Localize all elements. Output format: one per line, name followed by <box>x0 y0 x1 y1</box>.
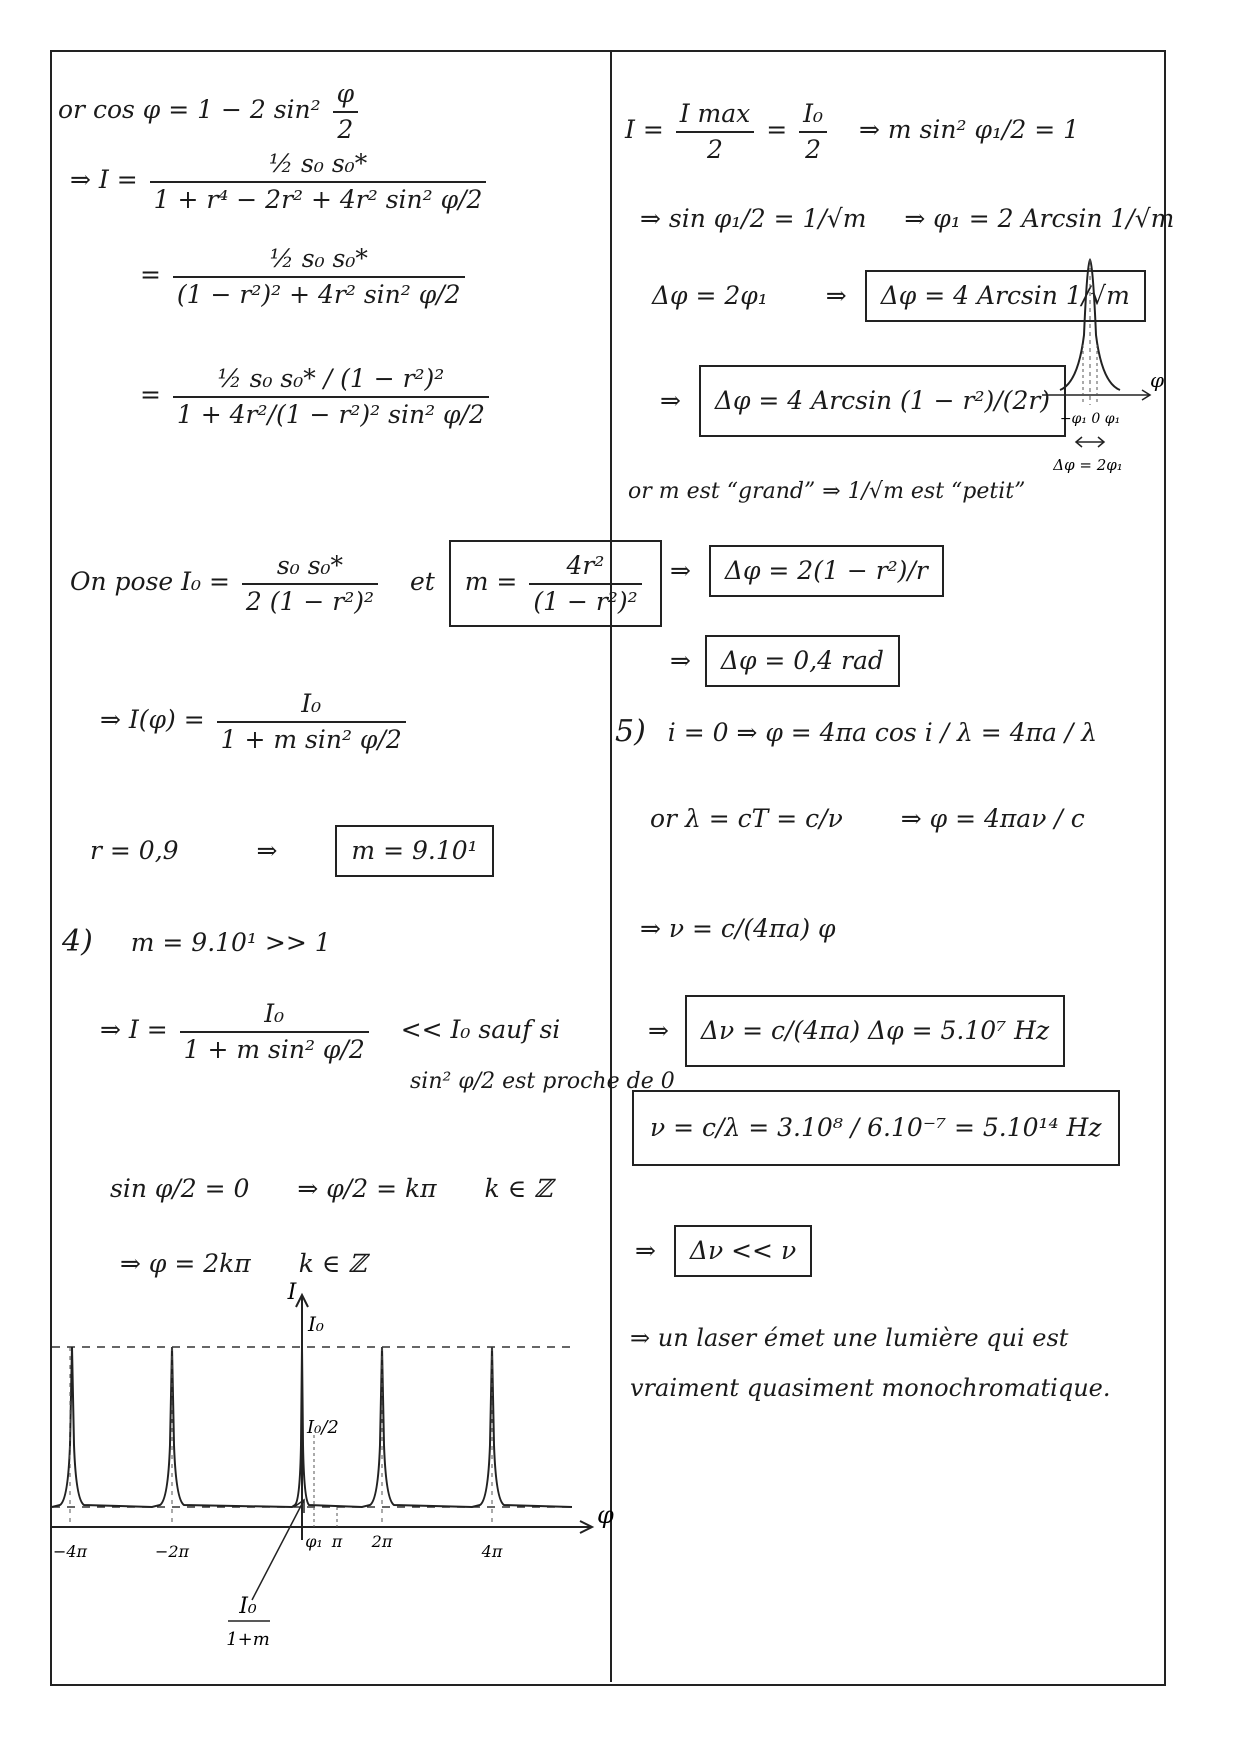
I-axis-label: I <box>287 1280 297 1305</box>
left-line-4 <box>140 365 493 428</box>
equals-sign: = <box>140 380 161 409</box>
conclusion-box: Δν << ν <box>674 1225 812 1277</box>
left-line-9: ⇒ I = $\frac{\text{I₀}}{\text{1 + m sin² φ/2}}$ << I₀ sauf si <box>100 999 561 1064</box>
tick-4pi: 4π <box>481 1542 503 1561</box>
tick-2pi: 2π <box>371 1532 393 1551</box>
much-less-sauf-si: << I₀ sauf si <box>400 1015 561 1044</box>
right-line-1: I = $\frac{\text{I max}}{2}$ = $\frac{\text{I₀}}{2}$ ⇒ m sin² φ₁/2 = 1 <box>625 99 1080 164</box>
definition-I0: On pose I₀ = <box>70 567 230 596</box>
peak-tick-labels: −φ₁ 0 φ₁ <box>1059 411 1121 427</box>
peak-width-arrow <box>1076 437 1104 447</box>
I0-half-label: I₀/2 <box>307 1417 339 1438</box>
right-line-4: ⇒ Δφ = 4 Arcsin (1 − r²)/(2r) <box>660 365 1066 437</box>
delta-phi-value-box: Δφ = 0,4 rad <box>705 635 900 687</box>
right-line-3: Δφ = 2φ₁ ⇒ Δφ = 4 Arcsin 1/√m <box>652 270 1146 322</box>
peak-width-sketch <box>1040 255 1165 510</box>
m-much-greater: m = 9.10¹ >> 1 <box>130 928 331 957</box>
right-line-2: ⇒ sin φ₁/2 = 1/√m ⇒ φ₁ = 2 Arcsin 1/√m <box>640 204 1175 233</box>
delta-phi-box-2: Δφ = 4 Arcsin (1 − r²)/(2r) <box>699 365 1066 437</box>
intensity-fraction-1: $\frac{\text{½ s₀ s₀*}}{\text{1 + r⁴ − 2r² + 4r² sin² φ/2}}$ <box>150 150 487 213</box>
airy-function-lhs: ⇒ I(φ) = <box>100 705 205 734</box>
column-divider <box>610 50 612 1682</box>
left-line-11: sin φ/2 = 0 ⇒ φ/2 = kπ k ∈ ℤ <box>110 1174 553 1203</box>
left-line-2 <box>70 150 490 213</box>
tick-minus-4pi: −4π <box>52 1542 88 1561</box>
min-intensity-num: I₀ <box>239 1594 257 1619</box>
min-intensity-den: 1+m <box>226 1629 270 1650</box>
left-line-12: ⇒ φ = 2kπ k ∈ ℤ <box>120 1249 367 1278</box>
right-line-9: or λ = cT = c/ν ⇒ φ = 4πaν / c <box>650 804 1085 833</box>
phi-axis-label: φ <box>597 1501 614 1529</box>
nu-value-box: ν = c/λ = 3.10⁸ / 6.10⁻⁷ = 5.10¹⁴ Hz <box>632 1090 1120 1166</box>
left-line-8 <box>62 925 331 958</box>
right-line-6: ⇒ Δφ = 2(1 − r²)/r <box>670 545 944 597</box>
airy-fraction: $\frac{\text{I₀}}{\text{1 + m sin² φ/2}}$ <box>217 690 406 753</box>
left-line-6 <box>100 690 410 753</box>
intensity-fraction-2: $\frac{\text{½ s₀ s₀*}}{\text{(1 − r²)² + 4r² sin² φ/2}}$ <box>173 245 465 308</box>
conjunction-et: et <box>409 567 435 596</box>
peak-delta-label: Δφ = 2φ₁ <box>1053 456 1123 474</box>
right-line-12 <box>632 1090 1120 1166</box>
right-line-11: ⇒ Δν = c/(4πa) Δφ = 5.10⁷ Hz <box>648 995 1065 1067</box>
left-line-10: sin² φ/2 est proche de 0 <box>410 1069 675 1094</box>
left-line-5 <box>70 540 662 627</box>
delta-nu-box: Δν = c/(4πa) Δφ = 5.10⁷ Hz <box>685 995 1065 1067</box>
delta-phi-box-1: Δφ = 4 Arcsin 1/√m <box>865 270 1146 322</box>
delta-phi-box-3: Δφ = 2(1 − r²)/r <box>709 545 944 597</box>
tick-phi1: φ₁ <box>305 1532 323 1551</box>
graph-markers <box>70 1347 492 1527</box>
m-definition-box: m = $\frac{\text{4r²}}{\text{(1 − r²)²}}$ <box>449 540 662 627</box>
airy-intensity-graph <box>52 1280 614 1655</box>
i0-over-2: $\frac{\text{I₀}}{2}$ <box>799 100 827 163</box>
intensity-fraction-3: $\frac{\text{½ s₀ s₀* / (1 − r²)²}}{\text{1 + 4r²/(1 − r²)² sin² φ/2}}$ <box>173 365 489 428</box>
left-line-1 <box>58 80 362 143</box>
min-intensity-pointer <box>252 1500 304 1600</box>
peak-phi-label: φ <box>1150 368 1165 392</box>
right-line-15: vraiment quasiment monochromatique. <box>630 1374 1111 1402</box>
fraction-phi-2: $\frac{\varphi}{2}$ <box>333 80 359 143</box>
approx-fraction: $\frac{\text{I₀}}{\text{1 + m sin² φ/2}}$ <box>180 1000 369 1063</box>
imax-over-2: $\frac{\text{I max}}{2}$ <box>676 100 755 163</box>
tick-minus-2pi: −2π <box>154 1542 190 1561</box>
left-line-3 <box>140 245 469 308</box>
I0-fraction: $\frac{\text{s₀ s₀*}}{\text{2 (1 − r²)²}}$ <box>242 552 378 615</box>
question-4-number: 4) <box>62 924 93 959</box>
right-line-8: 5) i = 0 ⇒ φ = 4πa cos i / λ = 4πa / λ <box>615 714 1098 749</box>
I0-label: I₀ <box>308 1312 324 1336</box>
tick-pi: π <box>331 1532 343 1551</box>
m-value-box: m = 9.10¹ <box>335 825 493 877</box>
cos-identity: or cos φ = 1 − 2 sin² <box>58 95 321 124</box>
right-line-7: ⇒ Δφ = 0,4 rad <box>670 635 900 687</box>
implies-arrow: ⇒ <box>256 836 278 865</box>
right-line-10: ⇒ ν = c/(4πa) φ <box>640 914 836 943</box>
right-line-13: ⇒ Δν << ν <box>635 1225 812 1277</box>
equals-sign: = <box>140 260 161 289</box>
right-line-14: ⇒ un laser émet une lumière qui est <box>630 1324 1069 1352</box>
equation-lhs: ⇒ I = <box>70 165 138 194</box>
question-5-number: 5) <box>615 714 646 749</box>
r-value: r = 0,9 <box>90 836 179 865</box>
right-line-5: or m est “grand” ⇒ 1/√m est “petit” <box>628 479 1026 504</box>
left-line-7 <box>90 825 494 877</box>
